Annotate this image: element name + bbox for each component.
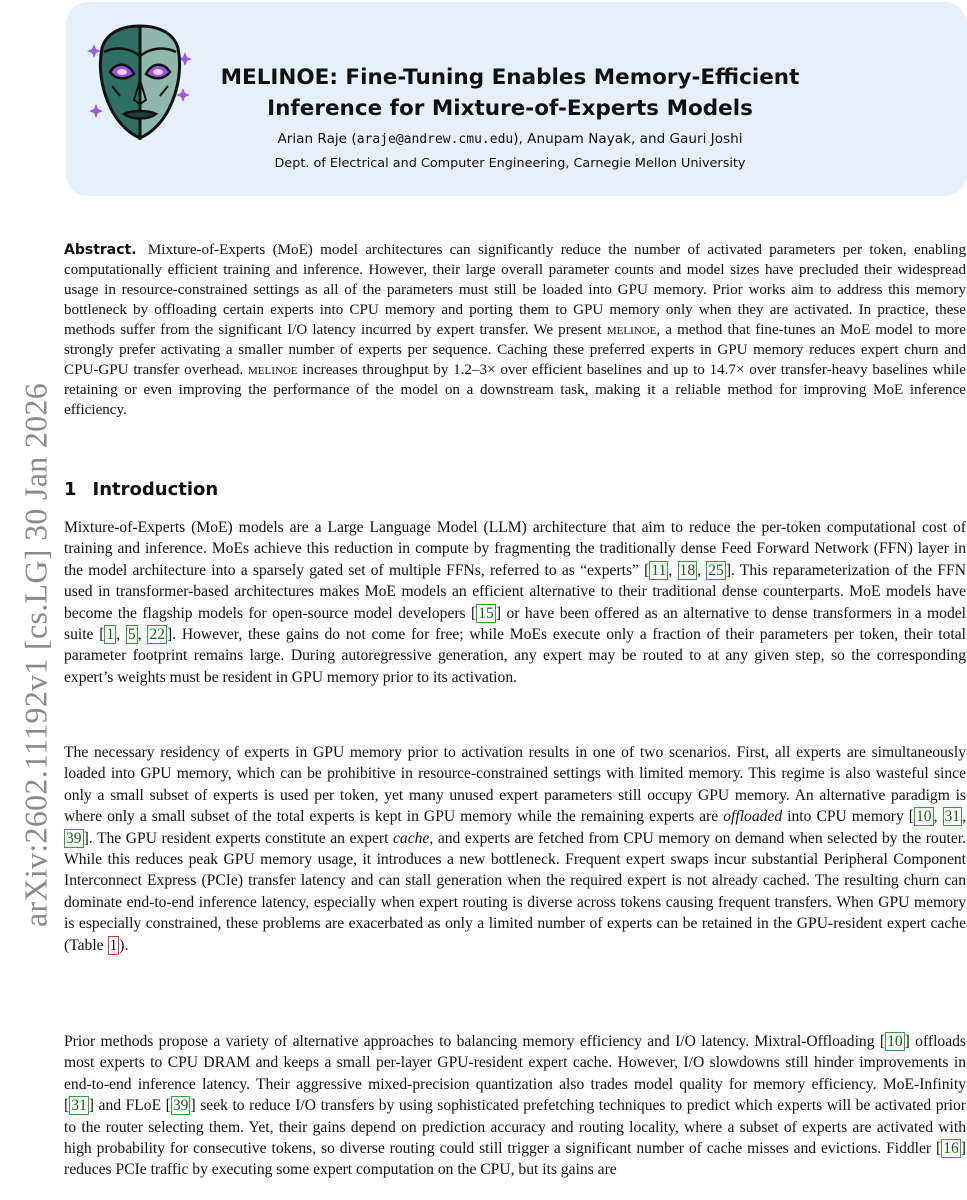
citation-link[interactable]: 10 bbox=[887, 1033, 903, 1050]
abstract-text: increases throughput by 1.2–3× over efficient baselines and up to 14.7× over transfer-heavy baselines while retaining or even improving the performance of the model on a downstream task, making it a reliable method for improving MoE inference efficiency. bbox=[64, 362, 966, 418]
paragraph-2 bbox=[64, 742, 966, 956]
section-number: 1 bbox=[64, 479, 77, 500]
arxiv-identifier: arXiv:2602.11192v1 [cs.LG] 30 Jan 2026 bbox=[17, 382, 54, 928]
paragraph-text: ). bbox=[119, 936, 129, 954]
paragraph-text: , and experts are fetched from CPU memory on demand when selected by the router. While this reduces peak GPU memory usage, it introduces a new bottleneck. Frequent expert swaps incur substantial Peripheral Component Interconnect Express (PCIe) transfer latency and can stall generation when the required expert is not already cached. The resulting churn can dominate end-to-end inference latency, especially when expert routing is diverse across tokens causing frequent transfers. When GPU memory is especially constrained, these problems are exacerbated as only a limited number of experts can be retained in the GPU-resident expert cache (Table bbox=[64, 829, 966, 954]
citation-sep: , bbox=[697, 561, 707, 579]
citation-link[interactable]: 31 bbox=[944, 808, 961, 826]
paragraph-text: into CPU memory [ bbox=[782, 808, 914, 826]
citation-sep: , bbox=[962, 808, 966, 826]
paragraph-1 bbox=[64, 517, 966, 688]
author-email: araje@andrew.cmu.edu bbox=[356, 132, 514, 147]
abstract-text: Mixture-of-Experts (MoE) model architectures can significantly reduce the number of activated parameters per token, enabling computationally efficient training and inference. However, their large overall parameter counts and model sizes have precluded their widespread usage in resource-constrained settings as all of the parameters must still be loaded into GPU memory. Prior works aim to address this memory bottleneck by offloading certain experts into CPU memory and porting them to GPU memory only when they are activated. In practice, these methods suffer from the significant I/O latency incurred by expert transfer. We present bbox=[64, 242, 966, 338]
emphasis-offloaded: offloaded bbox=[723, 808, 783, 826]
title-line-2: Inference for Mixture-of-Experts Models bbox=[267, 96, 753, 121]
citation-link[interactable]: 22 bbox=[149, 626, 165, 644]
citation-link[interactable]: 39 bbox=[172, 1097, 189, 1115]
citation-link[interactable]: 11 bbox=[651, 561, 667, 579]
citation-link[interactable]: 18 bbox=[679, 561, 696, 579]
title-line-1: MELINOE: Fine-Tuning Enables Memory-Efficient bbox=[220, 65, 800, 90]
paragraph-text: ] or have been offered as an alternative to dense transformers in a model suite [ bbox=[64, 604, 967, 644]
paragraph-text: ] and FLoE [ bbox=[88, 1097, 171, 1115]
paper-title bbox=[200, 62, 820, 124]
paragraph-text: ] reduces PCIe traffic by executing some expert computation on the CPU, but its gains are bbox=[64, 1140, 966, 1179]
citation-link[interactable]: 15 bbox=[478, 604, 494, 622]
table-reference-link[interactable]: 1 bbox=[109, 936, 118, 954]
paragraph-text: ]. However, these gains do not come for free; while MoEs execute only a fraction of their parameters per token, their total parameter footprint remains large. During autoregressive generation, any expert may be routed to at any given step, so the corresponding expert’s weights must be resident in GPU memory prior to its activation. bbox=[64, 626, 966, 686]
affiliation: Dept. of Electrical and Computer Engineering, Carnegie Mellon University bbox=[274, 156, 746, 171]
citation-sep: , bbox=[933, 808, 943, 826]
paragraph-3 bbox=[64, 1031, 966, 1181]
citation-link[interactable]: 10 bbox=[915, 808, 932, 826]
citation-sep: , bbox=[116, 626, 126, 644]
citation-link[interactable]: 31 bbox=[71, 1097, 87, 1115]
method-name: melinoe bbox=[248, 362, 298, 378]
paragraph-text: ] seek to reduce I/O transfers by using sophisticated prefetching techniques to predict which experts will be activated prior to the router selecting them. Yet, their gains depend on prediction accuracy and routing locality, where a subset of experts are activated with high probability for consecutive tokens, so diverse routing could still trigger a significant number of cache misses and evictions. Fiddler [ bbox=[64, 1097, 967, 1158]
author-raje: Arian Raje ( bbox=[277, 131, 357, 147]
paragraph-text: Mixture-of-Experts (MoE) models are a Large Language Model (LLM) architecture that aim to reduce the per-token computational cost of training and inference. MoEs achieve this reduction in compute by fragmenting the traditionally dense Feed Forward Network (FFN) layer in the model architecture into a sparsely gated set of multiple FFNs, referred to as “experts” [ bbox=[64, 519, 966, 579]
citation-link[interactable]: 1 bbox=[106, 626, 115, 644]
section-title: Introduction bbox=[92, 479, 219, 500]
paragraph-text: ]. This reparameterization of the FFN used in transformer-based architectures makes MoE models an efficient alternative to their traditional dense counterparts. MoE models have become the flagship models for open-source model developers [ bbox=[64, 561, 966, 622]
citation-link[interactable]: 25 bbox=[708, 561, 724, 579]
citation-sep: , bbox=[668, 561, 678, 579]
abstract bbox=[64, 240, 966, 420]
citation-link[interactable]: 39 bbox=[66, 829, 82, 847]
author-line bbox=[200, 129, 820, 150]
paragraph-text: Prior methods propose a variety of alternative approaches to balancing memory efficiency and I/O latency. Mixtral-Offloading [ bbox=[64, 1033, 886, 1050]
citation-sep: , bbox=[137, 626, 148, 644]
authors-others: ), Anupam Nayak, and Gauri Joshi bbox=[513, 131, 743, 147]
abstract-label: Abstract. bbox=[64, 242, 137, 258]
citation-link[interactable]: 16 bbox=[943, 1140, 959, 1158]
paragraph-text: The necessary residency of experts in GPU memory prior to activation results in one of two scenarios. First, all experts are simultaneously loaded into GPU memory, which can be prohibitive in resource-constrained settings with limited memory. This regime is also wasteful since only a small subset of experts is used per token, yet many unused expert parameters still occupy GPU memory. An alternative paradigm is where only a small subset of the total experts is kept in GPU memory while the remaining experts are bbox=[64, 744, 966, 826]
paragraph-text: ]. The GPU resident experts constitute an expert bbox=[83, 829, 393, 847]
melinoe-mask-logo bbox=[86, 22, 194, 140]
emphasis-cache: cache bbox=[393, 829, 430, 847]
method-name: melinoe bbox=[606, 322, 657, 338]
abstract-text: , a method that fine-tunes an MoE model to more strongly prefer activating a smaller number of experts per sequence. Caching these preferred experts in GPU memory reduces expert churn and CPU-GPU transfer overhead. bbox=[64, 322, 967, 378]
section-heading bbox=[64, 478, 218, 502]
paragraph-text: ] offloads most experts to CPU DRAM and keeps a small per-layer GPU-resident expert cache. However, I/O slowdowns still hinder improvements in end-to-end inference latency. Their aggressive mixed-precision quantization also trades model quality for memory efficiency. MoE-Infinity [ bbox=[64, 1033, 966, 1115]
citation-link[interactable]: 5 bbox=[127, 626, 136, 644]
